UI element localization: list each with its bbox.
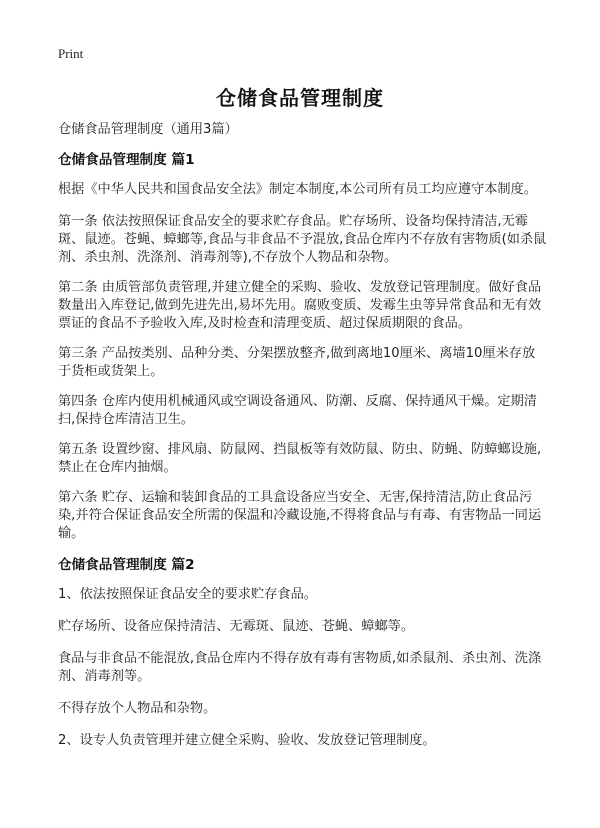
document-title: 仓储食品管理制度 — [216, 86, 384, 110]
section-1-paragraph: 第一条 依法按照保证食品安全的要求贮存食品。贮存场所、设备均保持清洁,无霉斑、鼠迹。苍蝇、蟑螂等,食品与非食品不予混放,食品仓库内不存放有害物质(如杀鼠剂、杀虫剂、洗涤剂、消毒剂等),不存放个人物品和杂物。 — [58, 214, 547, 265]
document-body — [58, 121, 548, 750]
section-2-paragraph: 食品与非食品不能混放,食品仓库内不得存放有毒有害物质,如杀鼠剂、杀虫剂、洗涤剂、消毒剂等。 — [58, 651, 542, 684]
section-2-paragraph: 1、依法按照保证食品安全的要求贮存食品。 — [58, 587, 317, 602]
section-2-heading: 仓储食品管理制度 篇2 — [58, 557, 195, 573]
document-subtitle: 仓储食品管理制度（通用3篇） — [58, 122, 238, 137]
section-1-heading: 仓储食品管理制度 篇1 — [58, 152, 195, 168]
section-1-paragraph: 第五条 设置纱窗、排风扇、防鼠网、挡鼠板等有效防鼠、防虫、防蝇、防蟑螂设施,禁止在仓库内抽烟。 — [58, 442, 542, 475]
print-label: Print — [58, 46, 84, 61]
section-2-paragraph: 贮存场所、设备应保持清洁、无霉斑、鼠迹、苍蝇、蟑螂等。 — [58, 619, 415, 634]
section-1-paragraph: 第六条 贮存、运输和装卸食品的工具盒设备应当安全、无害,保持清洁,防止食品污染,并符合保证食品安全所需的保温和冷藏设施,不得将食品与有毒、有害物品一同运输。 — [58, 490, 542, 541]
section-2-paragraph: 不得存放个人物品和杂物。 — [58, 701, 217, 716]
section-2-paragraph: 2、设专人负责管理并建立健全采购、验收、发放登记管理制度。 — [58, 733, 436, 748]
section-1-paragraph: 第二条 由质管部负责管理,并建立健全的采购、验收、发放登记管理制度。做好食品数量出入库登记,做到先进先出,易坏先用。腐败变质、发霉生虫等异常食品和无有效票证的食品不予验收入库,及时检查和清理变质、超过保质期限的食品。 — [58, 280, 542, 331]
section-1-paragraph: 第三条 产品按类别、品种分类、分架摆放整齐,做到离地10厘米、离墙10厘米存放于货柜或货架上。 — [58, 346, 536, 379]
section-1-paragraph: 根据《中华人民共和国食品安全法》制定本制度,本公司所有员工均应遵守本制度。 — [58, 182, 537, 197]
section-1-paragraph: 第四条 仓库内使用机械通风或空调设备通风、防潮、反腐、保持通风干燥。定期清扫,保持仓库清洁卫生。 — [58, 394, 537, 427]
